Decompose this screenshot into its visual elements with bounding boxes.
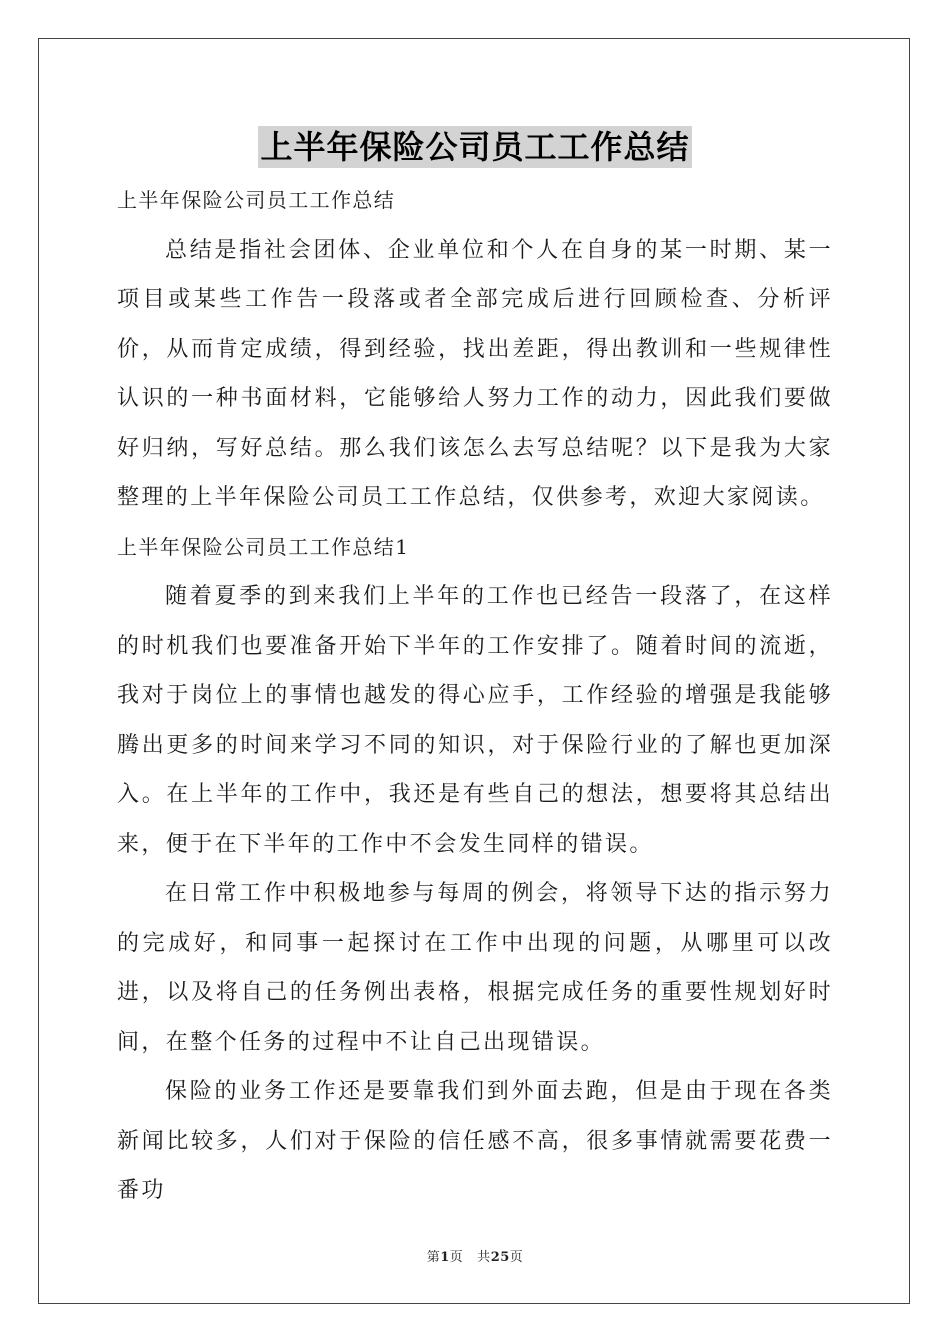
body-paragraph: 在日常工作中积极地参与每周的例会，将领导下达的指示努力的完成好，和同事一起探讨在工作中出现的问题，从哪里可以改进，以及将自己的任务例出表格，根据完成任务的重要性规划好时间，在整个任务的过程中不让自己出现错误。 [117, 881, 833, 1055]
footer-prefix: 第 [426, 1250, 441, 1265]
current-page-number: 1 [440, 1250, 450, 1265]
document-body [117, 176, 833, 1216]
section-heading: 上半年保险公司员工工作总结1 [117, 534, 410, 559]
body-paragraph: 保险的业务工作还是要靠我们到外面去跑，但是由于现在各类新闻比较多，人们对于保险的信任感不高，很多事情就需要花费一番功 [117, 1079, 833, 1203]
page-footer [0, 1246, 950, 1265]
intro-paragraph: 总结是指社会团体、企业单位和个人在自身的某一时期、某一项目或某些工作告一段落或者全部完成后进行回顾检查、分析评价，从而肯定成绩，得到经验，找出差距，得出教训和一些规律性认识的一种书面材料，它能够给人努力工作的动力，因此我们要做好归纳，写好总结。那么我们该怎么去写总结呢？以下是我为大家整理的上半年保险公司员工工作总结，仅供参考，欢迎大家阅读。 [117, 237, 833, 510]
total-page-count: 25 [490, 1250, 510, 1265]
title-container [0, 126, 950, 168]
document-subtitle: 上半年保险公司员工工作总结 [117, 188, 396, 212]
footer-page-suffix: 页 [449, 1250, 464, 1265]
document-title: 上半年保险公司员工工作总结 [260, 128, 690, 166]
body-paragraph: 随着夏季的到来我们上半年的工作也已经告一段落了，在这样的时机我们也要准备开始下半年的工作安排了。随着时间的流逝，我对于岗位上的事情也越发的得心应手，工作经验的增强是我能够腾出更多的时间来学习不同的知识，对于保险行业的了解也更加深入。在上半年的工作中，我还是有些自己的想法，想要将其总结出来，便于在下半年的工作中不会发生同样的错误。 [117, 584, 833, 857]
footer-total-prefix: 共 [477, 1250, 491, 1265]
footer-total-suffix: 页 [509, 1250, 524, 1265]
